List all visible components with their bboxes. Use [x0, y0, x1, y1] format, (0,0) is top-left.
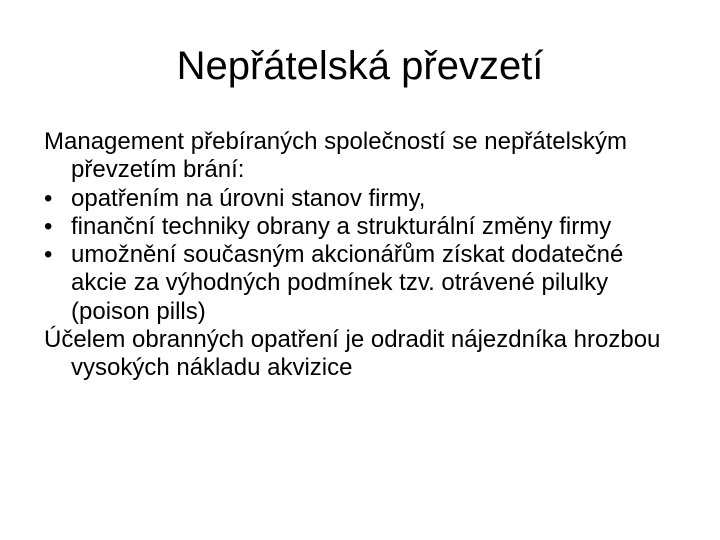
bullet-text: opatřením na úrovni stanov firmy, — [71, 184, 426, 212]
conclusion-paragraph: Účelem obranných opatření je odradit nájezdníka hrozbou vysokých nákladu akvizice — [44, 326, 661, 382]
slide-content — [44, 128, 684, 383]
bullet-item — [44, 213, 684, 241]
bullet-text: finanční techniky obrany a strukturální změny firmy — [71, 212, 612, 240]
bullet-icon: • — [44, 212, 53, 240]
bullet-icon: • — [44, 184, 53, 212]
bullet-item — [44, 185, 684, 213]
slide-title: Nepřátelská převzetí — [176, 44, 544, 88]
bullet-list — [44, 185, 684, 326]
bullet-icon: • — [44, 241, 53, 269]
bullet-text: umožnění současným akcionářům získat dodatečné akcie za výhodných podmínek tzv. otrávené pilulky (poison pills) — [71, 241, 624, 325]
bullet-item — [44, 241, 684, 326]
intro-paragraph: Management přebíraných společností se nepřátelským převzetím brání: — [44, 128, 627, 184]
